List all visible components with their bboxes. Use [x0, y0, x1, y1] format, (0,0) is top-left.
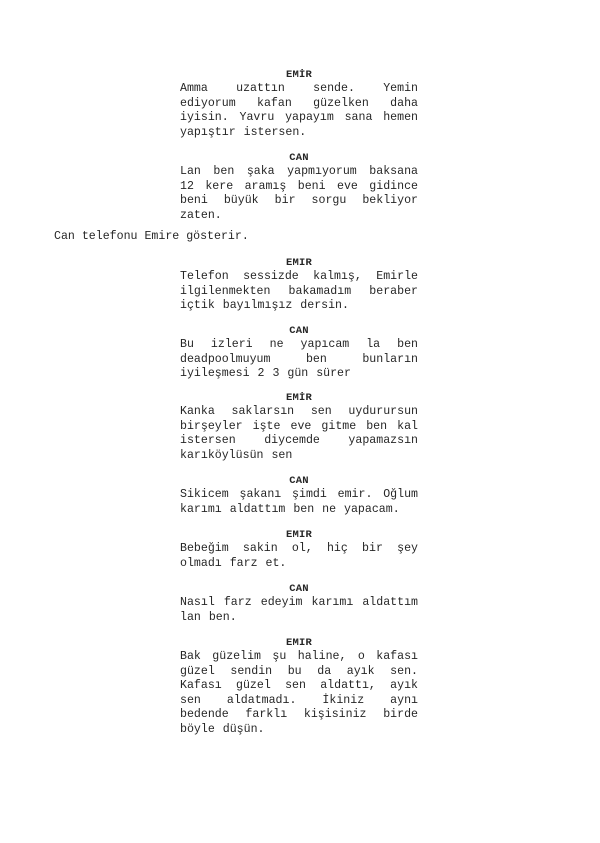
action-line: Can telefonu Emire gösterir.: [54, 230, 249, 243]
dialogue-text: Bebeğim sakin ol, hiç bir şey olmadı farz et.: [180, 542, 418, 570]
speaker-name: EMIR: [285, 257, 312, 269]
dialogue-text: Amma uzattın sende. Yemin ediyorum kafan güzelken daha iyisin. Yavru yapayım sana hemen yapıştır istersen.: [180, 82, 418, 139]
speaker-name: CAN: [289, 475, 309, 487]
speaker-name: EMİR: [285, 392, 312, 404]
dialogue-text: Sikicem şakanı şimdi emir. Oğlum karımı aldattım ben ne yapacam.: [180, 488, 418, 516]
dialogue-text: Bak güzelim şu haline, o kafası güzel sendin bu da ayık sen. Kafası güzel sen aldattı, ayık sen aldatmadı. İkiniz aynı bedende farklı kişisiniz birde böyle düşün.: [180, 650, 418, 736]
dialogue-text: Lan ben şaka yapmıyorum baksana 12 kere aramış beni eve gidince beni büyük bir sorgu bekliyor zaten.: [180, 165, 418, 222]
speaker-name: CAN: [289, 583, 309, 595]
speaker-name: EMIR: [285, 637, 312, 649]
speaker-name: CAN: [289, 152, 309, 164]
dialogue-text: Nasıl farz edeyim karımı aldattım lan ben.: [180, 596, 418, 624]
speaker-name: EMIR: [285, 529, 312, 541]
speaker-name: CAN: [289, 325, 309, 337]
dialogue-text: Kanka saklarsın sen uydurursun birşeyler işte eve gitme ben kal istersen diycemde yapamazsın karıköylüsün sen: [180, 405, 418, 462]
speaker-name: EMİR: [285, 69, 312, 81]
dialogue-text: Bu izleri ne yapıcam la ben deadpoolmuyum ben bunların iyileşmesi 2 3 gün sürer: [180, 338, 418, 381]
dialogue-text: Telefon sessizde kalmış, Emirle ilgilenmekten bakamadım beraber içtik bayılmışız dersin.: [180, 270, 418, 313]
